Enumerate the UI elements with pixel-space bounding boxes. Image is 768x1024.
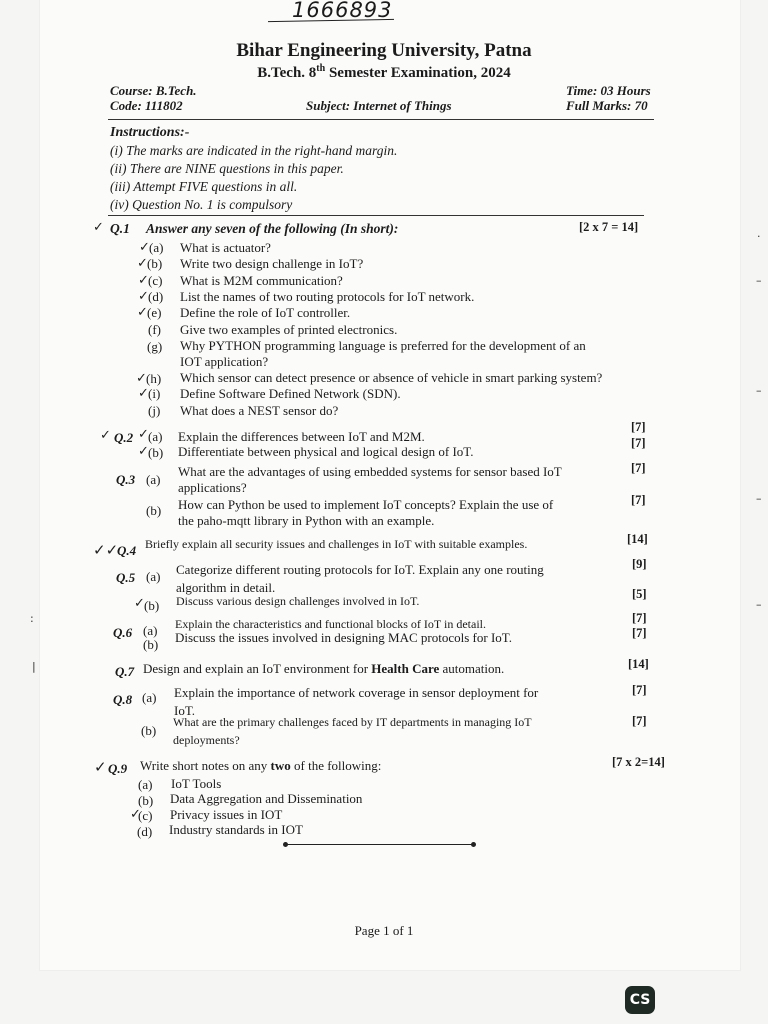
q6b-text: Discuss the issues involved in designing MAC protocols for IoT. — [175, 630, 513, 645]
university-title: Bihar Engineering University, Patna — [236, 40, 532, 61]
handwritten-number: 1666893 — [292, 0, 393, 22]
edge-mark: – — [756, 492, 762, 505]
q8b-text: What are the primary challenges faced by IT departments in managing IoT — [173, 715, 532, 729]
q3b-text: How can Python be used to implement IoT concepts? Explain the use of — [178, 497, 554, 512]
q1-item: What is actuator? — [180, 240, 271, 255]
subject-label: Subject: Internet of Things — [306, 98, 452, 113]
page-number: Page 1 of 1 — [354, 923, 414, 938]
q8b-text-continuation: deployments? — [173, 733, 240, 747]
full-marks-label: Full Marks: 70 — [566, 98, 648, 113]
q2b-marks: [7] — [631, 436, 646, 450]
q8-number: Q.8 — [113, 692, 133, 707]
q1-item: Define the role of IoT controller. — [180, 305, 351, 320]
check-mark-icon: ✓ — [130, 807, 141, 822]
q4-number: Q.4 — [117, 543, 137, 558]
q6b-label: (b) — [143, 637, 159, 652]
check-mark-icon: ✓ — [139, 240, 150, 255]
q5a-marks: [9] — [632, 557, 647, 571]
q5a-text: Categorize different routing protocols for IoT. Explain any one routing — [176, 562, 544, 577]
q6a-marks: [7] — [632, 611, 647, 625]
check-mark-icon: ✓ — [136, 371, 147, 386]
q9-item: IoT Tools — [171, 776, 222, 791]
q1-item: What is M2M communication? — [180, 273, 343, 288]
edge-mark: : — [30, 612, 34, 625]
course-label: Course: B.Tech. — [110, 83, 197, 98]
q1-item: Why PYTHON programming language is preferred for the development of an — [180, 338, 586, 353]
code-label: Code: 111802 — [110, 98, 183, 113]
check-mark-icon: ✓ — [94, 758, 107, 776]
q1-item-continuation: IOT application? — [180, 354, 269, 369]
time-label: Time: 03 Hours — [566, 83, 651, 98]
q5a-text-continuation: algorithm in detail. — [176, 580, 276, 595]
instructions-heading: Instructions:- — [110, 125, 190, 140]
q3a-text-continuation: applications? — [178, 480, 247, 495]
check-mark-icon: ✓ — [138, 427, 149, 442]
check-mark-icon: ✓ — [138, 444, 149, 459]
q3a-text: What are the advantages of using embedded systems for sensor based IoT — [178, 464, 562, 479]
q1-item-label: (d) — [148, 289, 164, 304]
edge-mark: – — [756, 384, 762, 397]
q1-item: Give two examples of printed electronics. — [180, 322, 398, 337]
q9-item-label: (c) — [138, 808, 153, 823]
q5-number: Q.5 — [116, 570, 136, 585]
q9-item-label: (d) — [137, 824, 153, 839]
q4-text: Briefly explain all security issues and challenges in IoT with suitable examples. — [145, 537, 528, 551]
exam-title: B.Tech. 8th Semester Examination, 2024 — [257, 63, 511, 81]
q1-item-label: (j) — [148, 403, 161, 418]
header-divider — [108, 119, 654, 120]
end-line-dot — [471, 842, 476, 847]
check-mark-icon: ✓ — [93, 220, 104, 235]
q9-item: Privacy issues in IOT — [170, 807, 283, 822]
instructions-divider — [108, 215, 644, 216]
q1-item-label: (f) — [148, 322, 161, 337]
q1-item-label: (i) — [148, 386, 161, 401]
q1-heading: Answer any seven of the following (In short): — [146, 221, 399, 236]
q9-item: Data Aggregation and Dissemination — [170, 791, 363, 806]
check-mark-icon: ✓ — [134, 596, 145, 611]
q6b-marks: [7] — [632, 626, 647, 640]
q1-item-label: (c) — [148, 273, 163, 288]
edge-mark: – — [756, 598, 762, 611]
q7-text: Design and explain an IoT environment for Health Care automation. — [143, 661, 505, 676]
edge-mark: · — [757, 230, 761, 243]
check-mark-icon: ✓ — [138, 289, 149, 304]
q8a-text-continuation: IoT. — [174, 703, 196, 718]
q9-item-label: (a) — [138, 777, 153, 792]
q9-item-label: (b) — [138, 793, 154, 808]
scanner-badge: CS — [625, 986, 655, 1014]
instruction-item: (iv) Question No. 1 is compulsory — [110, 197, 293, 212]
edge-mark: | — [32, 660, 36, 673]
q3b-text-continuation: the paho-mqtt library in Python with an example. — [178, 513, 435, 528]
q1-item-label: (b) — [147, 256, 163, 271]
check-mark-icon: ✓ — [137, 256, 148, 271]
instruction-item: (i) The marks are indicated in the right-hand margin. — [110, 143, 398, 158]
q8b-marks: [7] — [632, 714, 647, 728]
q8a-text: Explain the importance of network coverage in sensor deployment for — [174, 685, 539, 700]
q1-item: Write two design challenge in IoT? — [180, 256, 364, 271]
q9-number: Q.9 — [108, 761, 128, 776]
q1-item: What does a NEST sensor do? — [180, 403, 339, 418]
q1-marks: [2 x 7 = 14] — [579, 220, 639, 234]
check-mark-icon: ✓ — [138, 386, 149, 401]
instruction-item: (iii) Attempt FIVE questions in all. — [110, 179, 298, 194]
q1-item: Which sensor can detect presence or absence of vehicle in smart parking system? — [180, 370, 603, 385]
q4-marks: [14] — [627, 532, 648, 546]
q1-item-label: (e) — [147, 305, 162, 320]
check-mark-icon: ✓ — [137, 305, 148, 320]
q8a-label: (a) — [142, 690, 157, 705]
q2a-label: (a) — [148, 429, 163, 444]
q1-item: Define Software Defined Network (SDN). — [180, 386, 401, 401]
q1-number: Q.1 — [110, 221, 130, 236]
q3-number: Q.3 — [116, 472, 136, 487]
check-mark-icon: ✓✓ — [93, 541, 119, 559]
q5b-label: (b) — [144, 598, 160, 613]
q3a-label: (a) — [146, 472, 161, 487]
q6a-label: (a) — [143, 623, 158, 638]
q2a-marks: [7] — [631, 420, 646, 434]
edge-mark: – — [756, 274, 762, 287]
end-line-dot — [283, 842, 288, 847]
q2b-label: (b) — [148, 445, 164, 460]
q6a-text: Explain the characteristics and functional blocks of IoT in detail. — [175, 617, 487, 631]
q8b-label: (b) — [141, 723, 157, 738]
q3b-label: (b) — [146, 503, 162, 518]
q5a-label: (a) — [146, 569, 161, 584]
end-of-paper-line — [286, 844, 474, 845]
q3b-marks: [7] — [631, 493, 646, 507]
q2-number: Q.2 — [114, 430, 134, 445]
instruction-item: (ii) There are NINE questions in this paper. — [110, 161, 344, 176]
q7-marks: [14] — [628, 657, 649, 671]
q8a-marks: [7] — [632, 683, 647, 697]
q5b-text: Discuss various design challenges involved in IoT. — [176, 594, 420, 608]
q2a-text: Explain the differences between IoT and M2M. — [178, 429, 425, 444]
q1-item-label: (g) — [147, 339, 163, 354]
q1-item-label: (h) — [146, 371, 162, 386]
q6-number: Q.6 — [113, 625, 133, 640]
check-mark-icon: ✓ — [138, 273, 149, 288]
check-mark-icon: ✓ — [100, 428, 111, 443]
q1-item-label: (a) — [149, 240, 164, 255]
q2b-text: Differentiate between physical and logical design of IoT. — [178, 444, 474, 459]
q5b-marks: [5] — [632, 587, 647, 601]
q9-marks: [7 x 2=14] — [612, 755, 665, 769]
q9-item: Industry standards in IOT — [169, 822, 303, 837]
q3a-marks: [7] — [631, 461, 646, 475]
q7-number: Q.7 — [115, 664, 135, 679]
q1-item: List the names of two routing protocols for IoT network. — [180, 289, 475, 304]
q9-text: Write short notes on any two of the following: — [140, 758, 382, 773]
